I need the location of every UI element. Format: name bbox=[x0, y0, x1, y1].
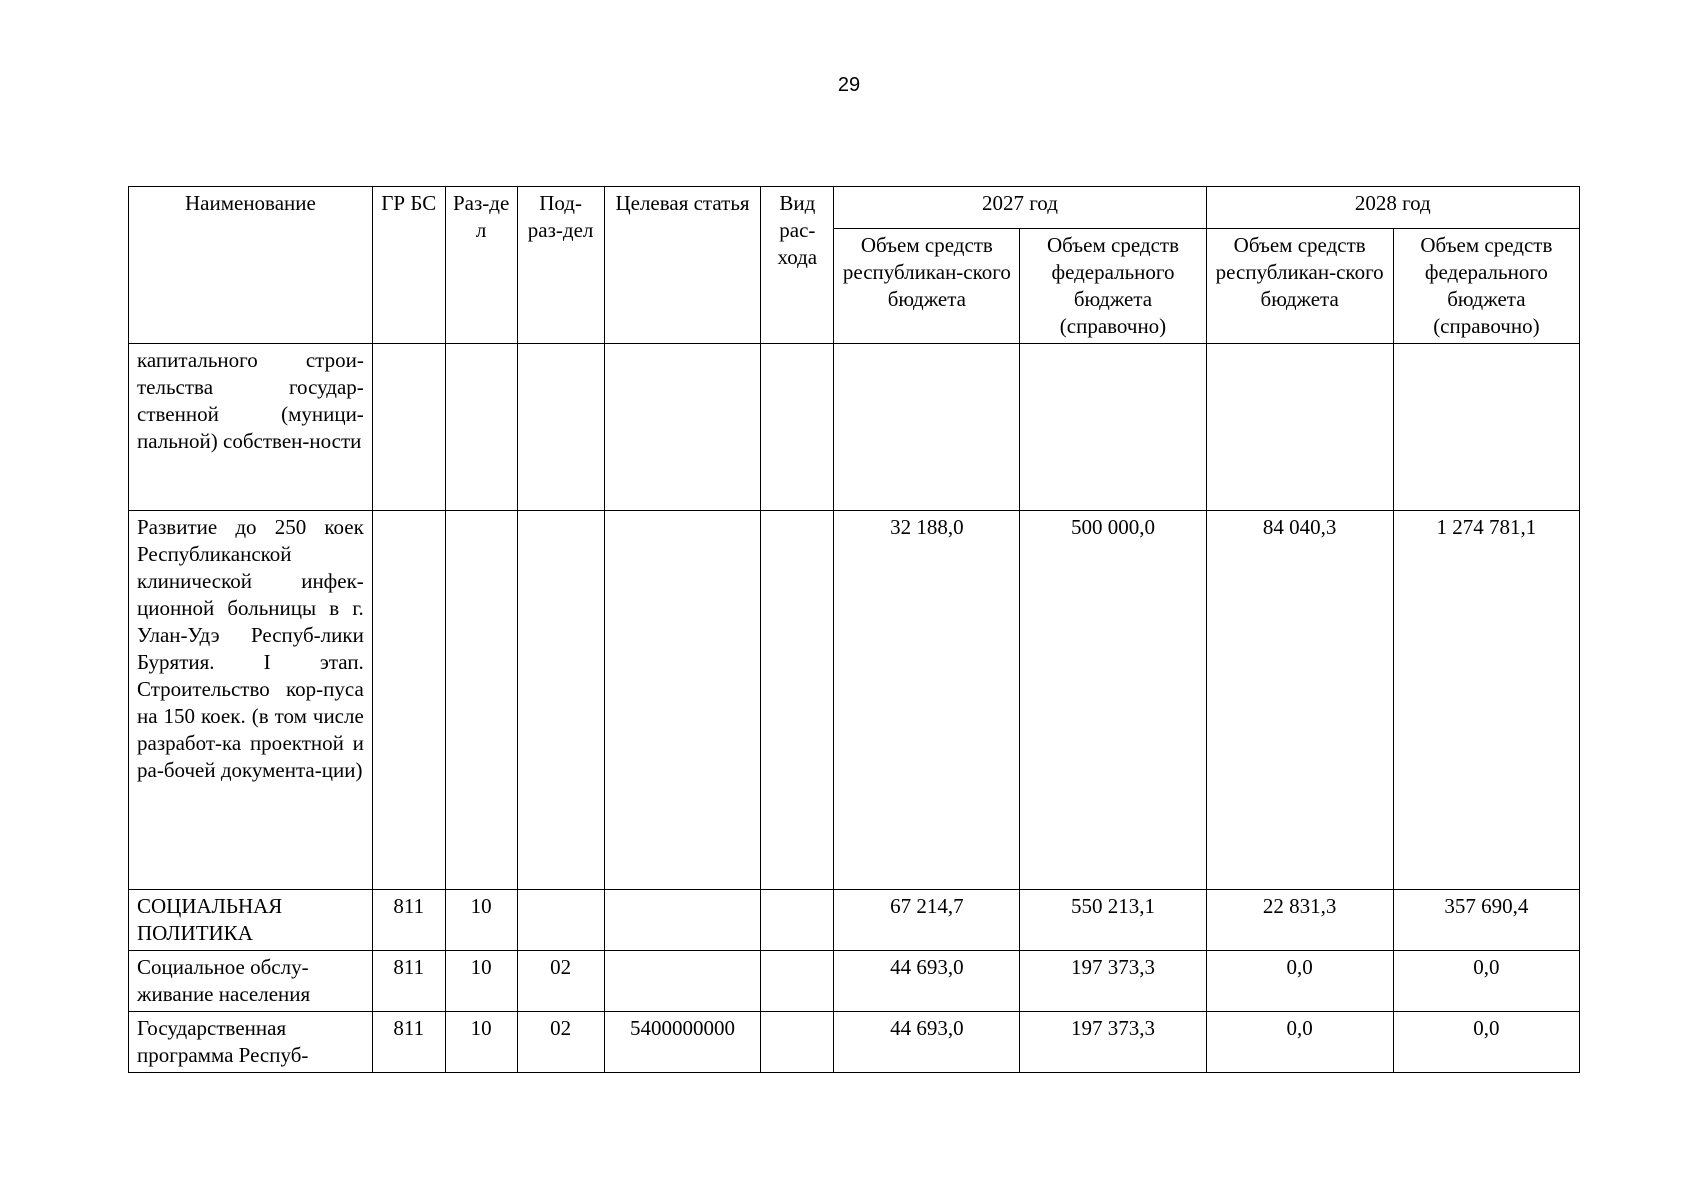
row-name: Государственная программа Респуб- bbox=[129, 1012, 373, 1073]
header-razdel: Раз-дел bbox=[445, 187, 517, 344]
row-vid bbox=[761, 344, 834, 511]
row-fed-2028: 0,0 bbox=[1393, 1012, 1579, 1073]
row-vid bbox=[761, 890, 834, 951]
header-fed-budget-2028: Объем средств федерального бюджета (справочно) bbox=[1393, 229, 1579, 344]
row-rep-2027: 32 188,0 bbox=[834, 511, 1020, 890]
header-rep-budget-2028: Объем средств республикан-ского бюджета bbox=[1206, 229, 1393, 344]
header-vid: Вид рас-хода bbox=[761, 187, 834, 344]
row-vid bbox=[761, 1012, 834, 1073]
header-year-2028: 2028 год bbox=[1206, 187, 1579, 229]
header-name: Наименование bbox=[129, 187, 373, 344]
row-razdel: 10 bbox=[445, 951, 517, 1012]
table-row bbox=[129, 511, 1580, 890]
row-fed-2027 bbox=[1020, 344, 1206, 511]
row-rep-2028 bbox=[1206, 344, 1393, 511]
row-rep-2028: 0,0 bbox=[1206, 1012, 1393, 1073]
table-row bbox=[129, 890, 1580, 951]
page-number: 29 bbox=[837, 74, 861, 96]
header-year-2027: 2027 год bbox=[834, 187, 1206, 229]
row-rep-2028: 22 831,3 bbox=[1206, 890, 1393, 951]
row-rep-2027 bbox=[834, 344, 1020, 511]
table-row bbox=[129, 344, 1580, 511]
row-razdel bbox=[445, 344, 517, 511]
row-grbs: 811 bbox=[372, 890, 445, 951]
row-target bbox=[604, 890, 761, 951]
header-podrazdel: Под-раз-дел bbox=[517, 187, 604, 344]
row-vid bbox=[761, 511, 834, 890]
row-name: капитального строи-тельства государ-ственной (муници-пальной) собствен-ности bbox=[129, 344, 373, 511]
row-fed-2028 bbox=[1393, 344, 1579, 511]
table-row bbox=[129, 951, 1580, 1012]
row-target bbox=[604, 511, 761, 890]
row-podrazdel: 02 bbox=[517, 1012, 604, 1073]
row-podrazdel: 02 bbox=[517, 951, 604, 1012]
row-name: Социальное обслу-живание населения bbox=[129, 951, 373, 1012]
row-rep-2028: 0,0 bbox=[1206, 951, 1393, 1012]
row-fed-2028: 357 690,4 bbox=[1393, 890, 1579, 951]
header-target: Целевая статья bbox=[604, 187, 761, 344]
row-podrazdel bbox=[517, 344, 604, 511]
header-grbs: ГР БС bbox=[372, 187, 445, 344]
row-fed-2027: 197 373,3 bbox=[1020, 1012, 1206, 1073]
row-podrazdel bbox=[517, 511, 604, 890]
row-rep-2027: 44 693,0 bbox=[834, 951, 1020, 1012]
row-fed-2027: 197 373,3 bbox=[1020, 951, 1206, 1012]
row-fed-2028: 1 274 781,1 bbox=[1393, 511, 1579, 890]
row-target bbox=[604, 951, 761, 1012]
budget-table bbox=[128, 186, 1580, 1073]
row-grbs bbox=[372, 344, 445, 511]
row-razdel: 10 bbox=[445, 1012, 517, 1073]
row-target: 5400000000 bbox=[604, 1012, 761, 1073]
row-fed-2027: 550 213,1 bbox=[1020, 890, 1206, 951]
row-name: Развитие до 250 коек Республиканской клинической инфек-ционной больницы в г. Улан-Удэ Респуб-лики Бурятия. I этап. Строительство кор-пуса на 150 коек. (в том числе разработ-ка проектной и ра-бочей документа-ции) bbox=[129, 511, 373, 890]
row-rep-2028: 84 040,3 bbox=[1206, 511, 1393, 890]
table-header bbox=[129, 187, 1580, 344]
row-target bbox=[604, 344, 761, 511]
row-razdel: 10 bbox=[445, 890, 517, 951]
header-fed-budget-2027: Объем средств федерального бюджета (справочно) bbox=[1020, 229, 1206, 344]
table-row bbox=[129, 1012, 1580, 1073]
header-rep-budget-2027: Объем средств республикан-ского бюджета bbox=[834, 229, 1020, 344]
row-rep-2027: 67 214,7 bbox=[834, 890, 1020, 951]
row-grbs: 811 bbox=[372, 951, 445, 1012]
row-fed-2027: 500 000,0 bbox=[1020, 511, 1206, 890]
row-podrazdel bbox=[517, 890, 604, 951]
row-grbs: 811 bbox=[372, 1012, 445, 1073]
row-fed-2028: 0,0 bbox=[1393, 951, 1579, 1012]
row-name: СОЦИАЛЬНАЯ ПОЛИТИКА bbox=[129, 890, 373, 951]
row-vid bbox=[761, 951, 834, 1012]
row-grbs bbox=[372, 511, 445, 890]
row-razdel bbox=[445, 511, 517, 890]
row-rep-2027: 44 693,0 bbox=[834, 1012, 1020, 1073]
